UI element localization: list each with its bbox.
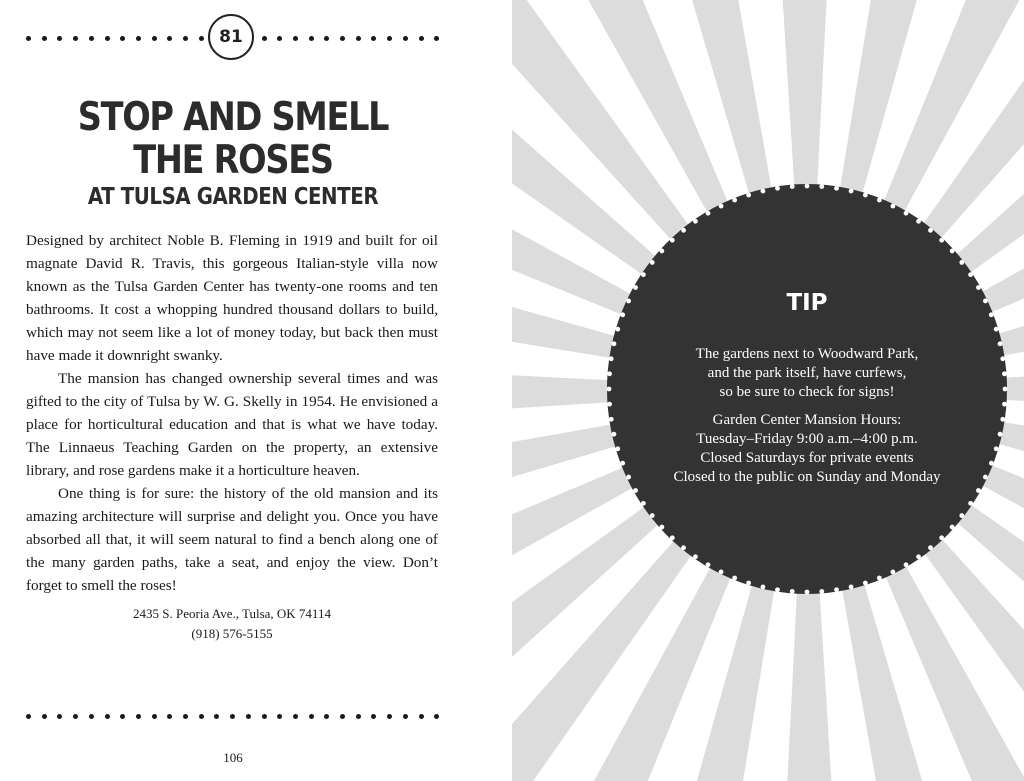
border-dot xyxy=(612,432,617,437)
rule-dot xyxy=(371,714,376,719)
rule-dot xyxy=(246,714,251,719)
street-address: 2435 S. Peoria Ave., Tulsa, OK 74114 xyxy=(133,606,331,621)
border-dot xyxy=(916,219,921,224)
border-dot xyxy=(693,554,698,559)
border-dot xyxy=(641,272,646,277)
border-dot xyxy=(609,356,614,361)
border-dot xyxy=(1000,356,1005,361)
tip-hours-line: Closed Saturdays for private events xyxy=(700,450,914,466)
phone-number: (918) 576-5155 xyxy=(191,626,273,641)
border-dot xyxy=(849,585,854,590)
rule-dot xyxy=(434,714,439,719)
rule-dot xyxy=(42,714,47,719)
border-dot xyxy=(849,189,854,194)
rule-dot xyxy=(167,36,172,41)
border-dot xyxy=(998,341,1003,346)
border-dot xyxy=(761,585,766,590)
title-line-1: STOP AND SMELL xyxy=(77,95,389,140)
rule-dot xyxy=(387,714,392,719)
rule-dot xyxy=(293,36,298,41)
border-dot xyxy=(1000,417,1005,422)
border-dot xyxy=(761,189,766,194)
tip-hours xyxy=(617,411,997,487)
rule-dot xyxy=(340,714,345,719)
border-dot xyxy=(1002,371,1007,376)
border-dot xyxy=(834,186,839,191)
rule-dot xyxy=(277,714,282,719)
rule-dot xyxy=(277,36,282,41)
tip-hours-line: Tuesday–Friday 9:00 a.m.–4:00 p.m. xyxy=(696,431,918,447)
rule-dot xyxy=(26,714,31,719)
rule-dot xyxy=(199,36,204,41)
rule-dot xyxy=(120,714,125,719)
border-dot xyxy=(994,327,999,332)
border-dot xyxy=(939,238,944,243)
rule-dot xyxy=(105,714,110,719)
border-dot xyxy=(959,260,964,265)
page-title xyxy=(26,96,440,212)
tip-text xyxy=(617,345,997,487)
border-dot xyxy=(746,193,751,198)
border-dot xyxy=(641,501,646,506)
rule-dot xyxy=(324,714,329,719)
rule-dot xyxy=(340,36,345,41)
border-dot xyxy=(612,341,617,346)
border-dot xyxy=(670,535,675,540)
rule-dot xyxy=(309,714,314,719)
border-dot xyxy=(863,581,868,586)
border-dot xyxy=(607,387,612,392)
border-dot xyxy=(950,525,955,530)
paragraph-2: The mansion has changed ownership several times and was gifted to the city of Tulsa by W. G. Skelly in 1954. He envisioned a place for horticultural education and that is what we have today. The Linnaeus Teaching Garden on the property, an extensive library, and rose gardens make it a horticulture heaven. xyxy=(26,370,438,479)
rule-dot xyxy=(214,714,219,719)
border-dot xyxy=(863,193,868,198)
border-dot xyxy=(916,554,921,559)
rule-dot xyxy=(42,36,47,41)
border-dot xyxy=(1002,402,1007,407)
border-dot xyxy=(659,525,664,530)
border-dot xyxy=(706,211,711,216)
rule-dot xyxy=(419,714,424,719)
entry-number: 81 xyxy=(219,27,243,47)
rule-dot xyxy=(89,714,94,719)
border-dot xyxy=(891,569,896,574)
border-dot xyxy=(670,238,675,243)
tip-hours-line: Garden Center Mansion Hours: xyxy=(712,412,902,428)
rule-dot xyxy=(57,714,62,719)
border-dot xyxy=(877,198,882,203)
rule-dot xyxy=(371,36,376,41)
rule-dot xyxy=(230,714,235,719)
border-dot xyxy=(633,488,638,493)
border-dot xyxy=(950,249,955,254)
rule-dot xyxy=(387,36,392,41)
border-dot xyxy=(693,219,698,224)
rule-dot xyxy=(136,714,141,719)
border-dot xyxy=(719,569,724,574)
border-dot xyxy=(998,432,1003,437)
border-dot xyxy=(877,576,882,581)
rule-dot xyxy=(309,36,314,41)
border-dot xyxy=(928,228,933,233)
address-block xyxy=(26,604,438,644)
border-dot xyxy=(609,417,614,422)
paragraph-3: One thing is for sure: the history of the old mansion and its amazing architecture will surprise and delight you. Once you have absorbed all that, it will seem natural to find a bench along one of the many garden paths, take a seat, and enjoy the view. Don’t forget to smell the roses! xyxy=(26,485,438,594)
title-subtitle: AT TULSA GARDEN CENTER xyxy=(87,184,379,210)
paragraph-1: Designed by architect Noble B. Fleming in 1919 and built for oil magnate David R. Travis, this gorgeous Italian-style villa now known as the Tulsa Garden Center has twenty-one rooms and ten bathrooms. It cost a whopping hundred thousand dollars to build, which may not seem like a lot of money today, but back then must have made it downright swanky. xyxy=(26,232,438,364)
rule-dot xyxy=(120,36,125,41)
rule-dot xyxy=(167,714,172,719)
border-dot xyxy=(650,260,655,265)
border-dot xyxy=(732,576,737,581)
border-dot xyxy=(939,535,944,540)
tip-note-line: The gardens next to Woodward Park, xyxy=(695,346,919,362)
entry-number-badge xyxy=(208,14,254,60)
tip-note-line: so be sure to check for signs! xyxy=(719,384,895,400)
border-dot xyxy=(746,581,751,586)
rule-dot xyxy=(136,36,141,41)
border-dot xyxy=(790,589,795,594)
border-dot xyxy=(681,228,686,233)
border-dot xyxy=(968,501,973,506)
border-dot xyxy=(607,402,612,407)
title-line-2: THE ROSES xyxy=(133,138,333,183)
rule-dot xyxy=(73,714,78,719)
rule-dot xyxy=(57,36,62,41)
border-dot xyxy=(615,327,620,332)
dotted-rule-bottom xyxy=(26,714,440,722)
rule-dot xyxy=(403,36,408,41)
border-dot xyxy=(659,249,664,254)
border-dot xyxy=(719,204,724,209)
rule-dot xyxy=(403,714,408,719)
border-dot xyxy=(1003,387,1008,392)
border-dot xyxy=(928,545,933,550)
border-dot xyxy=(790,184,795,189)
rule-dot xyxy=(356,36,361,41)
border-dot xyxy=(976,488,981,493)
border-dot xyxy=(904,211,909,216)
border-dot xyxy=(775,186,780,191)
rule-dot xyxy=(183,714,188,719)
border-dot xyxy=(681,545,686,550)
border-dot xyxy=(805,590,810,595)
rule-dot xyxy=(89,36,94,41)
border-dot xyxy=(968,272,973,277)
border-dot xyxy=(834,587,839,592)
rule-dot xyxy=(73,36,78,41)
rule-dot xyxy=(262,714,267,719)
rule-dot xyxy=(434,36,439,41)
border-dot xyxy=(819,589,824,594)
tip-note xyxy=(617,345,997,402)
body-text xyxy=(26,229,438,597)
rule-dot xyxy=(419,36,424,41)
page-number: 106 xyxy=(223,750,243,765)
rule-dot xyxy=(262,36,267,41)
border-dot xyxy=(706,562,711,567)
rule-dot xyxy=(183,36,188,41)
border-dot xyxy=(805,184,810,189)
border-dot xyxy=(959,513,964,518)
rule-dot xyxy=(152,714,157,719)
border-dot xyxy=(732,198,737,203)
rule-dot xyxy=(105,36,110,41)
border-dot xyxy=(650,513,655,518)
rule-dot xyxy=(324,36,329,41)
tip-hours-line: Closed to the public on Sunday and Monday xyxy=(673,469,941,485)
rule-dot xyxy=(152,36,157,41)
rule-dot xyxy=(26,36,31,41)
tip-heading: TIP xyxy=(786,290,828,316)
border-dot xyxy=(904,562,909,567)
rule-dot xyxy=(356,714,361,719)
tip-note-line: and the park itself, have curfews, xyxy=(707,365,907,381)
right-page xyxy=(512,0,1024,781)
rule-dot xyxy=(199,714,204,719)
border-dot xyxy=(819,184,824,189)
border-dot xyxy=(891,204,896,209)
rule-dot xyxy=(293,714,298,719)
border-dot xyxy=(775,587,780,592)
border-dot xyxy=(607,371,612,376)
